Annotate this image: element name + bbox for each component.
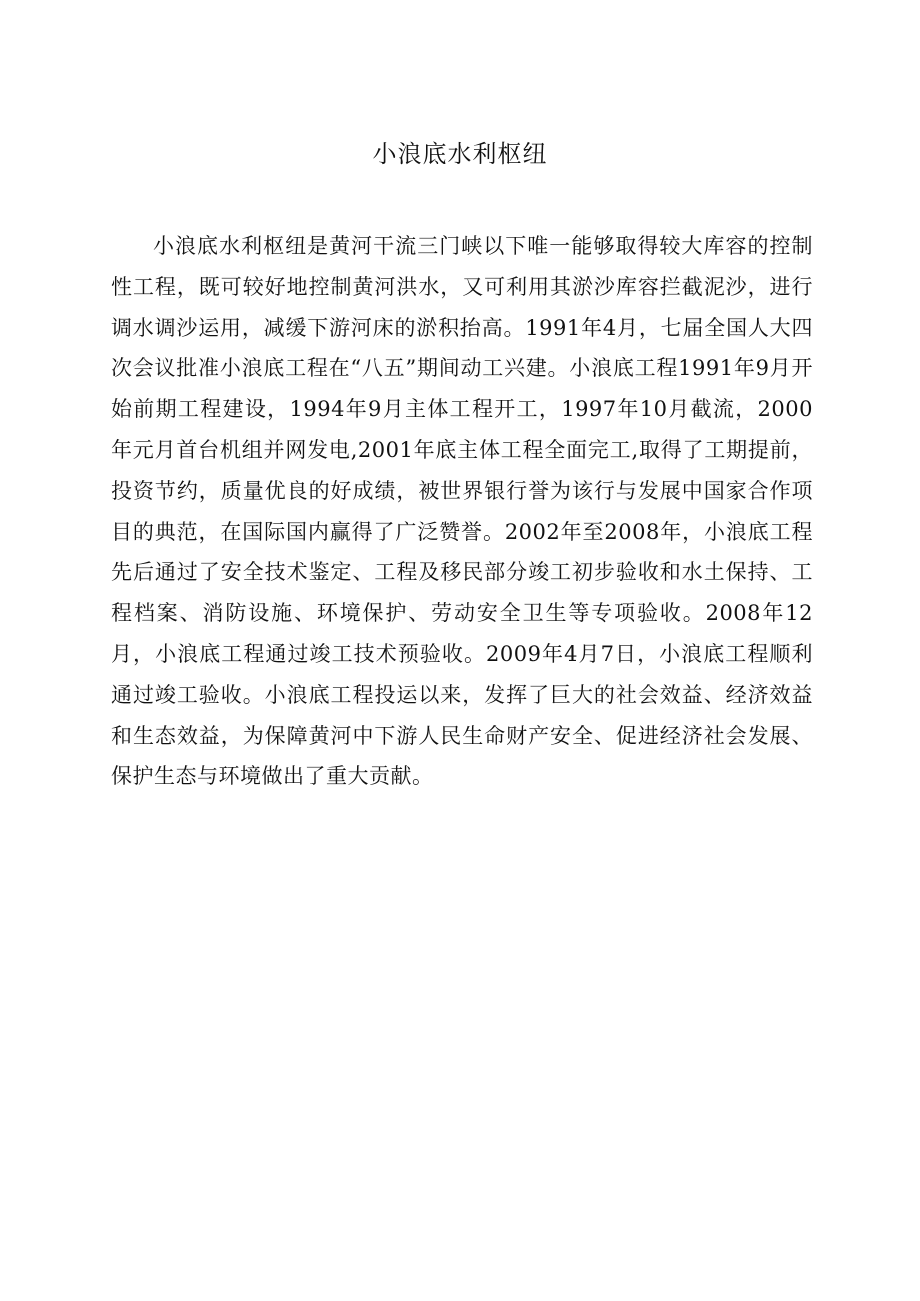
body-paragraph: 小浪底水利枢纽是黄河干流三门峡以下唯一能够取得较大库容的控制性工程，既可较好地控制黄河洪水，又可利用其淤沙库容拦截泥沙，进行调水调沙运用，减缓下游河床的淤积抬高。1991年4月，七届全国人大四次会议批准小浪底工程在“八五”期间动工兴建。小浪底工程1991年9月开始前期工程建设，1994年9月主体工程开工，1997年10月截流，2000年元月首台机组并网发电,2001年底主体工程全面完工,取得了工期提前，投资节约，质量优良的好成绩，被世界银行誉为该行与发展中国家合作项目的典范，在国际国内赢得了广泛赞誉。2002年至2008年，小浪底工程先后通过了安全技术鉴定、工程及移民部分竣工初步验收和水土保持、工程档案、消防设施、环境保护、劳动安全卫生等专项验收。2008年12月，小浪底工程通过竣工技术预验收。2009年4月7日，小浪底工程顺利通过竣工验收。小浪底工程投运以来，发挥了巨大的社会效益、经济效益和生态效益，为保障黄河中下游人民生命财产安全、促进经济社会发展、保护生态与环境做出了重大贡献。 <box>111 234 813 789</box>
document-title: 小浪底水利枢纽 <box>372 140 548 168</box>
